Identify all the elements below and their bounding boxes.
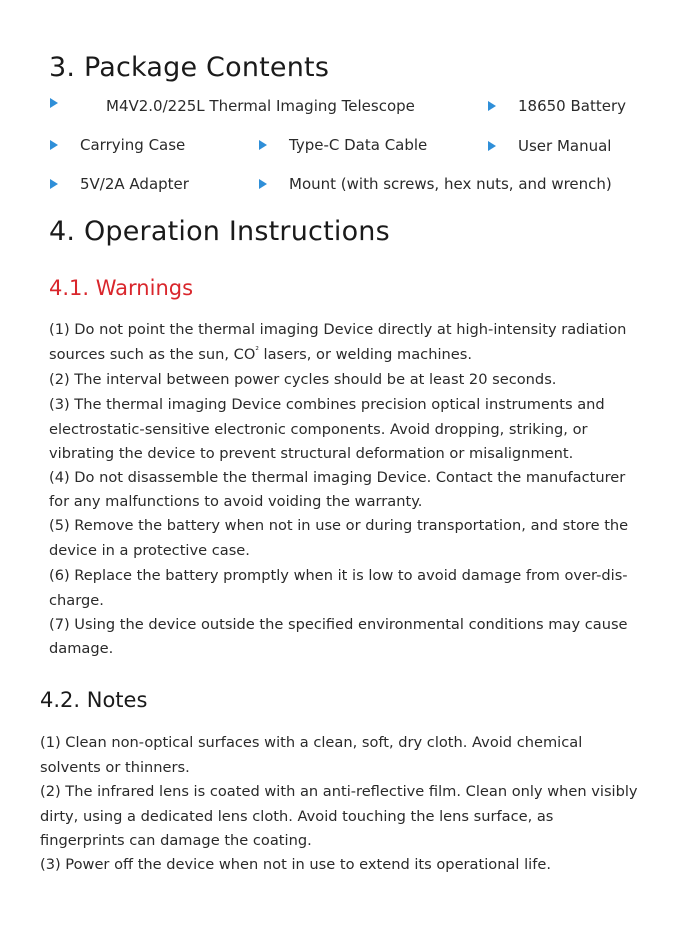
warning-line: electrostatic-sensitive electronic components. Avoid dropping, striking, or: [49, 421, 588, 438]
operation-instructions-heading: 4. Operation Instructions: [49, 216, 390, 247]
note-line: fingerprints can damage the coating.: [40, 832, 312, 849]
note-line: solvents or thinners.: [40, 759, 190, 776]
warning-line: (3) The thermal imaging Device combines precision optical instruments and: [49, 396, 605, 413]
bullet-icon: [50, 179, 58, 189]
note-line: (3) Power off the device when not in use to extend its operational life.: [40, 856, 551, 873]
package-item-manual: User Manual: [488, 137, 611, 155]
warning-line: damage.: [49, 640, 114, 657]
warning-line: (4) Do not disassemble the thermal imaging Device. Contact the manufacturer: [49, 469, 626, 486]
warning-line: (1) Do not point the thermal imaging Device directly at high-intensity radiation: [49, 321, 627, 338]
package-contents-heading: 3. Package Contents: [49, 52, 330, 83]
warnings-heading: 4.1. Warnings: [49, 276, 194, 300]
package-item-cable: Type-C Data Cable: [259, 136, 427, 154]
warning-line: (6) Replace the battery promptly when it is low to avoid damage from over-dis-: [49, 567, 628, 584]
bullet-icon: [50, 140, 58, 150]
warning-line: device in a protective case.: [49, 542, 250, 559]
note-line: dirty, using a dedicated lens cloth. Avoid touching the lens surface, as: [40, 808, 554, 825]
bullet-icon: [488, 101, 496, 111]
package-item-mount: Mount (with screws, hex nuts, and wrench): [259, 175, 612, 193]
warning-line: for any malfunctions to avoid voiding the warranty.: [49, 493, 423, 510]
package-item-adapter: 5V/2A Adapter: [50, 175, 189, 193]
warning-line: vibrating the device to prevent structural deformation or misalignment.: [49, 445, 574, 462]
package-item-telescope: M4V2.0/225L Thermal Imaging Telescope: [106, 97, 415, 115]
warning-line: (2) The interval between power cycles should be at least 20 seconds.: [49, 371, 557, 388]
notes-heading: 4.2. Notes: [40, 688, 148, 712]
warning-line: (5) Remove the battery when not in use or during transportation, and store the: [49, 517, 629, 534]
note-line: (1) Clean non-optical surfaces with a clean, soft, dry cloth. Avoid chemical: [40, 734, 583, 751]
bullet-icon: [259, 140, 267, 150]
warning-line: (7) Using the device outside the specified environmental conditions may cause: [49, 616, 628, 633]
warning-line: charge.: [49, 592, 104, 609]
package-item-case: Carrying Case: [50, 136, 185, 154]
bullet-icon: [488, 141, 496, 151]
note-line: (2) The infrared lens is coated with an anti-reflective film. Clean only when visibly: [40, 783, 638, 800]
warning-line: sources such as the sun, $CO^{^2}$ lasers, or welding machines.: [49, 346, 472, 363]
bullet-icon: [259, 179, 267, 189]
bullet-icon: [50, 98, 58, 108]
package-item-battery: 18650 Battery: [488, 97, 626, 115]
